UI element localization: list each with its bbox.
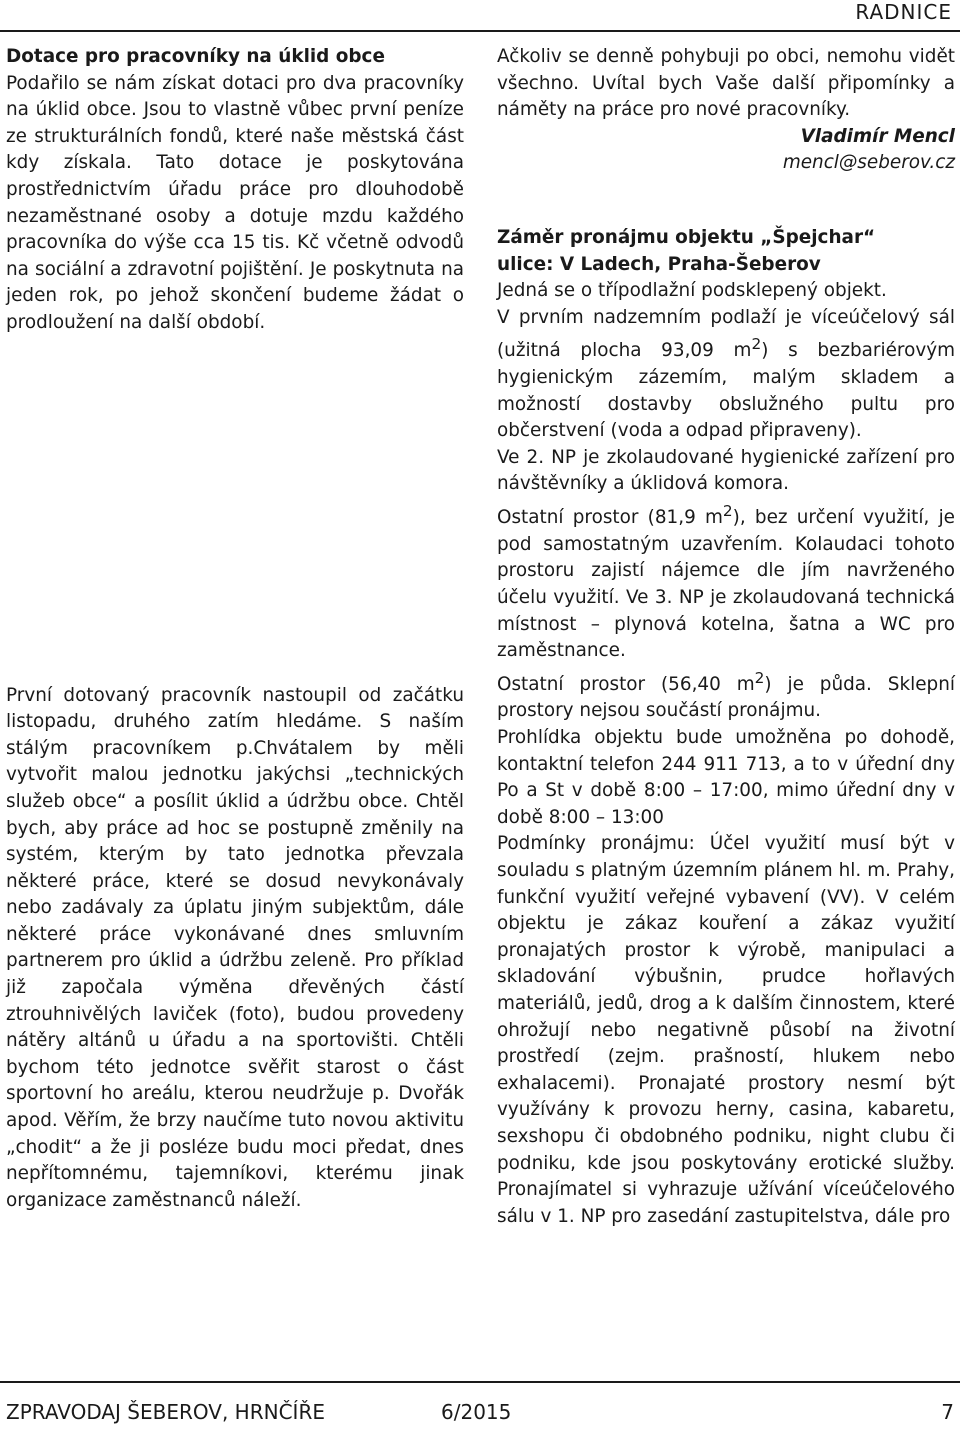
- footer-issue: 6/2015: [441, 1400, 512, 1424]
- author-email: mencl@seberov.cz: [782, 152, 955, 174]
- author-signature: Vladimír Mencl: [800, 125, 955, 147]
- article-subtitle-address: ulice: V Ladech, Praha-Šeberov: [497, 253, 821, 275]
- article-body-dotace-ending: Ačkoliv se denně pohybuji po obci, nemohu vidět všechno. Uvítal bych Vaše další připomínky a náměty na práce pro nové pracovníky.: [497, 46, 955, 121]
- spejchar-paragraph-2: V prvním nadzemním podlaží je víceúčelový sál (užitná plocha 93,09 $m^2$) s bezbariérovým hygienickým zázemím, malým skladem a možností dostavby obslužného pultu pro občerstvení (voda a odpad připraveny).: [497, 306, 955, 442]
- footer-divider: [0, 1381, 960, 1383]
- photo-placeholder-gap: [6, 337, 464, 683]
- spejchar-paragraph-4: Ostatní prostor (81,9 $m^2$), bez určení využití, je pod samostatným uzavřením. Kolaudaci tohoto prostoru zajistí nájemce dle jím navrženého účelu využití. Ve 3. NP je zkolaudovaná technická místnost – plynová kotelna, šatna a WC pro zaměstnance.: [497, 502, 955, 662]
- article-body-dotace: Podařilo se nám získat dotaci pro dva pracovníky na úklid obce. Jsou to vlastně vůbec první peníze ze strukturálních fondů, které naše městská část kdy získala. Tato dotace je poskytována prostřednictvím úřadu práce pro dlouhodobě nezaměstnané osoby a dotuje mzdu každého pracovníka do výše cca 15 tis. Kč včetně odvodů na sociální a zdravotní pojištění. Je poskytnuta na jeden rok, po jehož skončení budeme žádat o prodloužení na další období.: [6, 72, 464, 333]
- spejchar-paragraph-3: Ve 2. NP je zkolaudované hygienické zařízení pro návštěvníky a úklidová komora.: [497, 446, 955, 495]
- spejchar-paragraph-6: Prohlídka objektu bude umožněna po dohodě, kontaktní telefon 244 911 713, a to v úřední dny Po a St v době 8:00 – 17:00, mimo úřední dny v době 8:00 – 13:00: [497, 727, 955, 828]
- left-column: [6, 44, 464, 1214]
- article-title-dotace: Dotace pro pracovníky na úklid obce: [6, 46, 385, 67]
- article-body-dotace-continued: První dotovaný pracovník nastoupil od začátku listopadu, druhého zatím hledáme. S naším stálým pracovníkem p.Chvátalem by měli vytvořit malou jednotku jakýchsi „technických služeb obce“ a posílit úklid a údržbu obce. Chtěl bych, aby práce ad hoc se postupně změnily na systém, kterým by tato jednotka převzala některé práce, které se dosud nevykonávaly nebo zadávaly za úplatu jiným subjektům, dále některé práce vykonávané dnes smluvním partnerem pro úklid a údržbu zeleně. Pro příklad již započala výměna dřevěných částí ztrouhnivělých laviček (foto), budou provedeny nátěry altánů u úřadu a na sportovišti. Chtěli bychom této jednotce svěřit starost o část sportovní ho areálu, kterou neudržuje p. Dvořák apod. Věřím, že brzy naučíme tuto novou aktivitu „chodit“ a že ji posléze budu moci předat, dnes nepřítomnému, tajemníkovi, kterému jinak organizace zaměstnanců náleží.: [6, 684, 464, 1211]
- section-gap: [497, 177, 955, 225]
- page-footer: [6, 1400, 954, 1430]
- footer-page-number: 7: [941, 1400, 954, 1424]
- right-column: [497, 44, 955, 1230]
- footer-publication: ZPRAVODAJ ŠEBEROV, HRNČÍŘE: [6, 1400, 325, 1424]
- article-title-spejchar: Záměr pronájmu objektu „Špejchar“: [497, 226, 876, 248]
- top-divider: [0, 30, 960, 32]
- spejchar-paragraph-1: Jedná se o třípodlažní podsklepený objekt.: [497, 280, 887, 302]
- spejchar-paragraph-7: Podmínky pronájmu: Účel využití musí být v souladu s platným územním plánem hl. m. Prahy, funkční využití veřejné vybavení (VV). V celém objektu je zákaz kouření a zákaz využití pronajatých prostor k výrobě, manipulaci a skladování výbušnin, prudce hořlavých materiálů, jedů, drog a k dalším činnostem, které ohrožují nebo negativně působí na životní prostředí (zejm. prašností, hlukem nebo exhalacemi). Pronajaté prostory nesmí být využívány k provozu herny, casina, kabaretu, sexshopu či obdobného podniku, night clubu či podniku, kde jsou poskytovány erotické služby. Pronajímatel si vyhrazuje užívání víceúčelového sálu v 1. NP pro zasedání zastupitelstva, dále pro: [497, 833, 955, 1227]
- section-label: RADNICE: [855, 0, 952, 24]
- spejchar-paragraph-5: Ostatní prostor (56,40 $m^2$) je půda. Sklepní prostory nejsou součástí pronájmu.: [497, 668, 955, 722]
